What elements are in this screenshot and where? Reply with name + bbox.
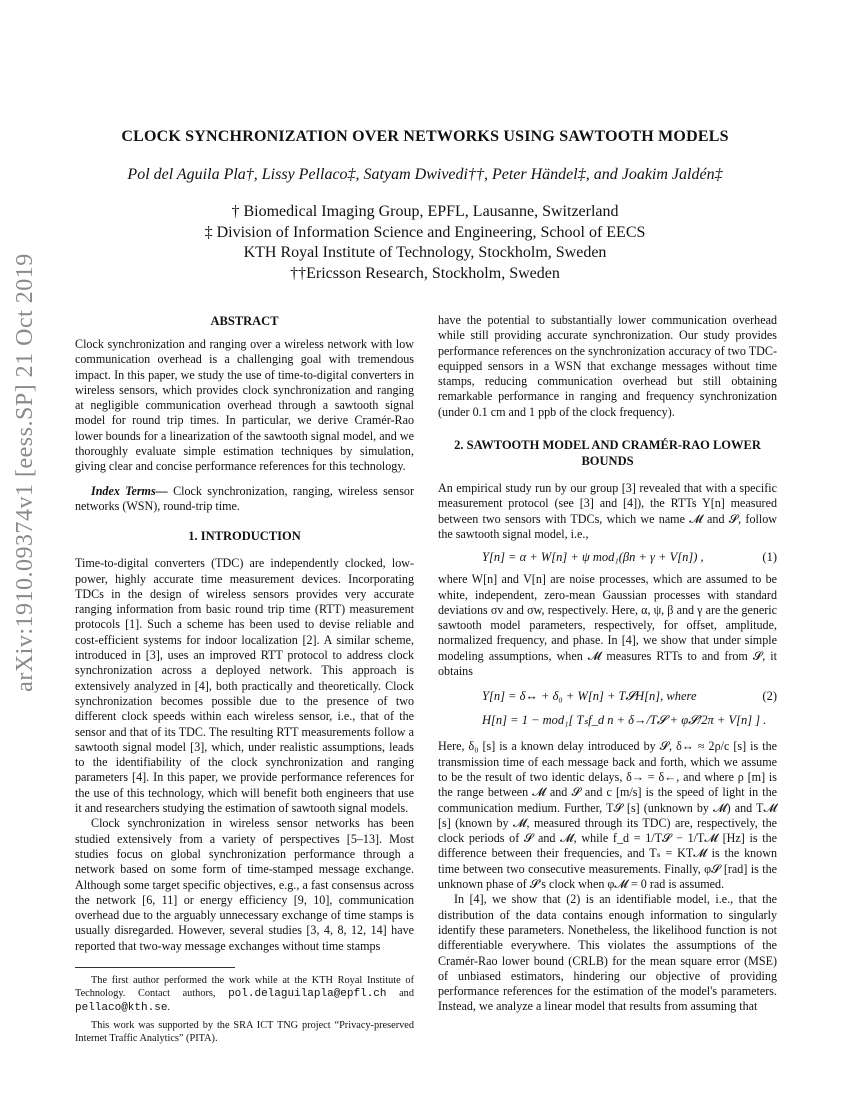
equation-1 — [438, 546, 777, 568]
affiliation-line: KTH Royal Institute of Technology, Stockholm, Sweden — [243, 244, 607, 261]
section-2-paragraph-2: where W[n] and V[n] are noise processes, which are assumed to be white, independent, zero-mean Gaussian processes with standard deviations σv and σw, respectively. Here, α, ψ, β and γ are the generic sawtooth model parameters, respectively, for offset, amplitude, normalized frequency, and phase. In [4], we show that under simple modeling assumptions, when 𝓜 measures RTTs to and from 𝓢, it obtains — [438, 572, 777, 679]
email-link-2[interactable]: pellaco@kth.se — [75, 1001, 168, 1014]
equation-1-number: (1) — [762, 550, 777, 565]
footnote-2: This work was supported by the SRA ICT TNG project “Privacy-preserved Internet Traffic Analytics” (PITA). — [75, 1019, 414, 1044]
affiliation-line: ‡ Division of Information Science and Engineering, School of EECS — [204, 223, 646, 241]
equation-1-body: Y[n] = α + W[n] + ψ mod₁(βn + γ + V[n]) , — [482, 550, 704, 565]
equation-2-line-1: Y[n] = δ↔ + δ₀ + W[n] + T𝓢H[n], where — [482, 689, 697, 704]
equation-2 — [438, 685, 777, 733]
equation-2-line-2: H[n] = 1 − mod₁[ Tₛf_d n + δ→/T𝓢 + φ𝓢/2π + V[n] ] . — [482, 713, 767, 728]
right-column — [438, 313, 777, 1015]
index-terms-text: Clock synchronization, ranging, wireless sensor networks (WSN), round-trip time. — [75, 483, 414, 513]
section-2-heading: 2. SAWTOOTH MODEL AND CRAMÉR-RAO LOWER BOUNDS — [454, 438, 761, 469]
email-link-1[interactable]: pol.delaguilapla@epfl.ch — [228, 987, 387, 1000]
right-continuation-paragraph: have the potential to substantially lower communication overhead while still providing accurate synchronization. Our study provides performance references on the synchronization accuracy of two TDC-equipped sensors in a WSN that exchange messages without time stamps, reducing communication overhead but still obtaining remarkable performance in ranging and frequency synchronization (under 0.1 cm and 1 ppb of the clock frequency). — [438, 313, 777, 419]
affiliation-line: † Biomedical Imaging Group, EPFL, Lausanne, Switzerland — [231, 203, 619, 220]
footnotes — [75, 974, 414, 1045]
footnote-rule — [75, 967, 235, 968]
intro-paragraph-1: Time-to-digital converters (TDC) are independently clocked, low-power, highly accurate time measurement devices. Incorporating TDCs in the design of wireless sensors provides very accurate ranging information from basic round trip time (RTT) measurement protocols [1]. Such a scheme has been used to devise reliable and cost-efficient systems for indoor localization [2]. A similar scheme, introduced in [3], uses an improved RTT protocol to address clock synchronization across a deployed network. This approach is extensively analyzed in [4], both practically and theoretically. Clock synchronization becomes possible due to the presence of two different clock speeds within each wireless sensor, i.e., that of the sensor and that of its TDC. The resulting RTT measurements follow a sawtooth signal model [3], which, under realistic assumptions, leads to the identifiability of the clock synchronization and ranging parameters [4]. In this paper, we provide performance references for the use of this technology, which will benefit both engineers that use it and researchers studying the estimation of sawtooth signal models. — [75, 556, 414, 816]
section-2-paragraph-1: An empirical study run by our group [3] revealed that with a specific measurement protocol (see [3] and [4]), the RTTs Y[n] measured between two sensors with TDCs, which we name 𝓜 and 𝓢, follow the sawtooth signal model, i.e., — [438, 481, 777, 541]
arxiv-id-text: arXiv:1910.09374v1 [eess.SP] 21 Oct 2019 — [11, 252, 38, 692]
equation-2-number: (2) — [762, 689, 777, 704]
introduction-heading: 1. INTRODUCTION — [188, 529, 301, 544]
arxiv-sidebar-identifier — [0, 252, 50, 692]
intro-paragraph-2: Clock synchronization in wireless sensor networks has been studied extensively from a variety of perspectives [5–13]. Most studies focus on global synchronization performance through a network based on some form of time-stamped message exchange. Although some target specific objectives, e.g., a fast consensus across the network [6, 11] or energy efficiency [9, 10], communication overhead due to the arguably unnecessary exchange of time stamps is usually disregarded. However, several studies [3, 4, 8, 12, 14] have reported that two-way message exchanges without time stamps — [75, 816, 414, 953]
footnote-1: The first author performed the work while at the KTH Royal Institute of Technology. Contact authors, pol.delaguilapla@epfl.ch and pellaco@kth.se. — [75, 974, 414, 1014]
abstract-heading: ABSTRACT — [210, 314, 279, 328]
paper-title: CLOCK SYNCHRONIZATION OVER NETWORKS USING SAWTOOTH MODELS — [121, 128, 729, 145]
index-terms-label: Index Terms— — [91, 483, 168, 498]
affiliation-line: ††Ericsson Research, Stockholm, Sweden — [290, 264, 560, 282]
author-list: Pol del Aguila Pla†, Lissy Pellaco‡, Satyam Dwivedi††, Peter Händel‡, and Joakim Jaldén‡ — [127, 166, 723, 183]
section-2-paragraph-4: In [4], we show that (2) is an identifiable model, i.e., that the distribution of the data contains enough information to singularly identify these parameters. Nonetheless, the likelihood function is not differentiable everywhere. This violates the assumptions of the Cramér-Rao lower bound (CRLB) for the mean square error (MSE) of unbiased estimators, hindering our objective of providing performance references for the estimation of the model's parameters. Instead, we analyze a linear model that results from assuming that — [438, 892, 777, 1014]
affiliation-block — [0, 202, 850, 284]
index-terms — [75, 484, 414, 515]
left-column — [75, 313, 414, 1045]
section-2-paragraph-3: Here, δ₀ [s] is a known delay introduced by 𝓢, δ↔ ≈ 2ρ/c [s] is the transmission time of each message back and forth, which we assume to be the result of two identic delays, δ→ = δ←, and where ρ [m] is the range between 𝓜 and 𝓢 and c [m/s] is the speed of light in the communication medium. Further, T𝓢 [s] (unknown by 𝓜) and T𝓜 [s] (known by 𝓜, measured through its TDC) are, respectively, the clock periods of 𝓢 and 𝓜, while f_d = 1/T𝓢 − 1/T𝓜 [Hz] is the difference between their frequencies, and Tₛ = KT𝓜 is the known time between two consecutive measurements. Finally, φ𝓢 [rad] is the unknown phase of 𝓢's clock when φ𝓜 = 0 rad is assumed. — [438, 739, 777, 892]
abstract-text: Clock synchronization and ranging over a wireless network with low communication overhead is a challenging goal with tremendous impact. In this paper, we study the use of time-to-digital converters in wireless sensors, which provides clock synchronization and ranging at negligible communication overhead through a sawtooth signal model for round trip times. In particular, we derive Cramér-Rao lower bounds for a linearization of the sawtooth signal model, and we thoroughly evaluate simple estimation techniques by simulation, giving clear and concise performance references for this technology. — [75, 337, 414, 474]
